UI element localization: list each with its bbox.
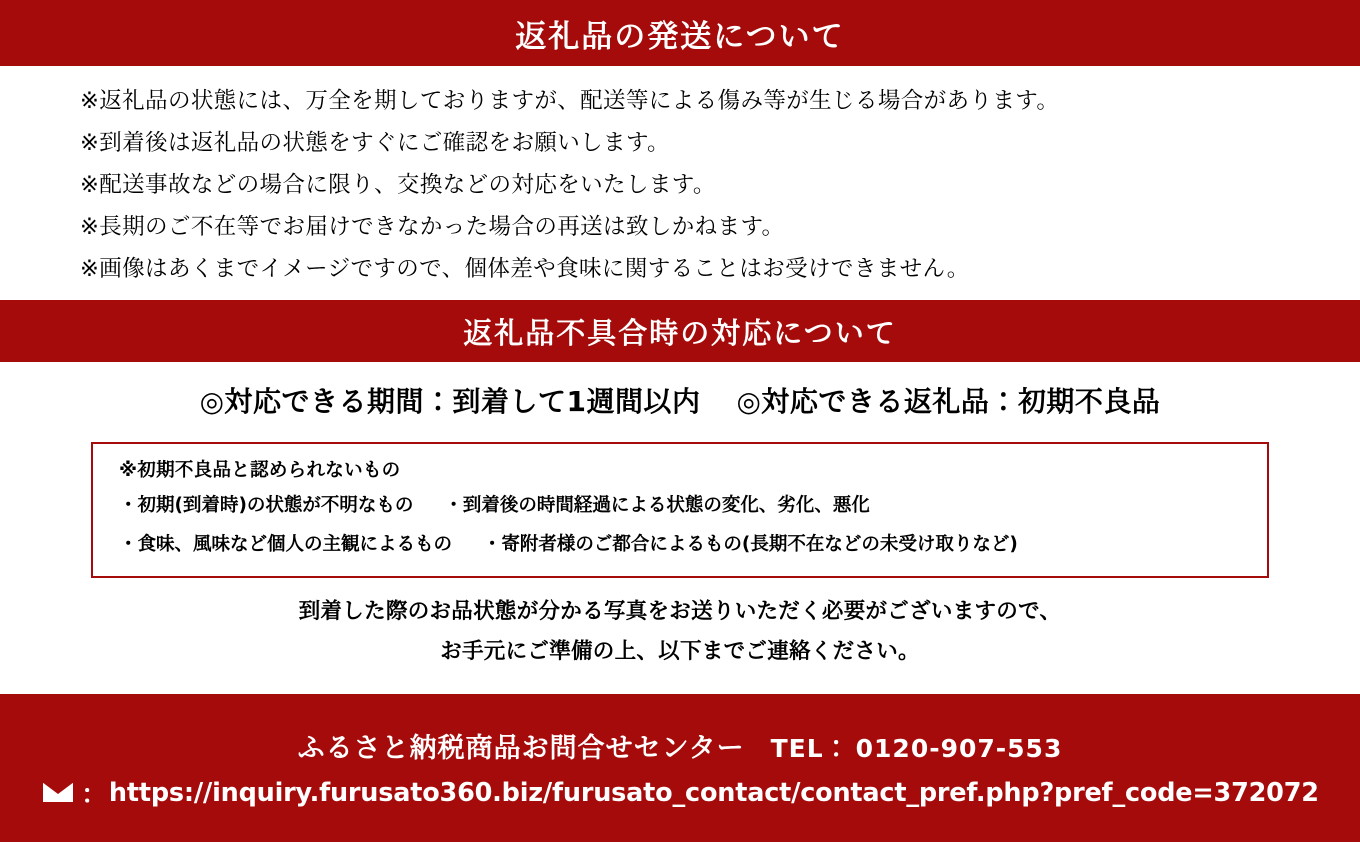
- exclusion-item: ・寄附者様のご都合によるもの(長期不在などの未受け取りなど): [482, 534, 1018, 555]
- section-2-heading-text: 返礼品不具合時の対応について: [463, 315, 897, 350]
- note-line: ※到着後は返礼品の状態をすぐにご確認をお願いします。: [80, 130, 670, 156]
- exclusion-item: ・初期(到着時)の状態が不明なもの: [119, 495, 414, 516]
- exclusion-item: ・食味、風味など個人の主観によるもの: [119, 534, 453, 555]
- section-2-body: [0, 362, 1360, 672]
- closing-line: 到着した際のお品状態が分かる写真をお送りいただく必要がございますので、: [298, 599, 1062, 624]
- closing-line: お手元にご準備の上、以下までご連絡ください。: [440, 639, 920, 664]
- mail-icon: [41, 781, 75, 804]
- response-target-text: ◎対応できる返礼品：初期不良品: [736, 385, 1161, 418]
- response-conditions-headline: [0, 380, 1360, 420]
- contact-url-line: [41, 775, 1319, 811]
- exclusions-box: [91, 442, 1269, 578]
- exclusions-row: [93, 525, 1267, 564]
- response-period-text: ◎対応できる期間：到着して1週間以内: [199, 385, 701, 418]
- exclusions-box-title: ※初期不良品と認められないもの: [119, 460, 401, 481]
- closing-instructions: [0, 578, 1360, 672]
- exclusions-row: [93, 486, 1267, 525]
- section-2-heading-bar: [0, 300, 1360, 362]
- section-1-heading-bar: [0, 0, 1360, 66]
- note-line: ※返礼品の状態には、万全を期しておりますが、配送等による傷み等が生じる場合があります。: [80, 88, 1060, 114]
- telephone-group: [771, 729, 1063, 765]
- note-line: ※配送事故などの場合に限り、交換などの対応をいたします。: [80, 172, 716, 198]
- contact-footer: [0, 694, 1360, 842]
- contact-url[interactable]: https://inquiry.furusato360.biz/furusato_contact/contact_pref.php?pref_code=372072: [108, 777, 1319, 808]
- note-line: ※長期のご不在等でお届けできなかった場合の再送は致しかねます。: [80, 214, 785, 240]
- section-1-heading-text: 返礼品の発送について: [515, 18, 845, 55]
- contact-center-name: ふるさと納税商品お問合せセンター: [297, 732, 745, 764]
- exclusion-item: ・到着後の時間経過による状態の変化、劣化、悪化: [444, 495, 870, 516]
- mail-separator: ：: [81, 779, 107, 810]
- section-1-body: [0, 66, 1360, 300]
- contact-center-line: [298, 726, 1063, 765]
- note-line: ※画像はあくまでイメージですので、個体差や食味に関することはお受けできません。: [80, 256, 970, 282]
- tel-number[interactable]: 0120-907-553: [855, 733, 1063, 763]
- tel-label: TEL：: [770, 733, 850, 763]
